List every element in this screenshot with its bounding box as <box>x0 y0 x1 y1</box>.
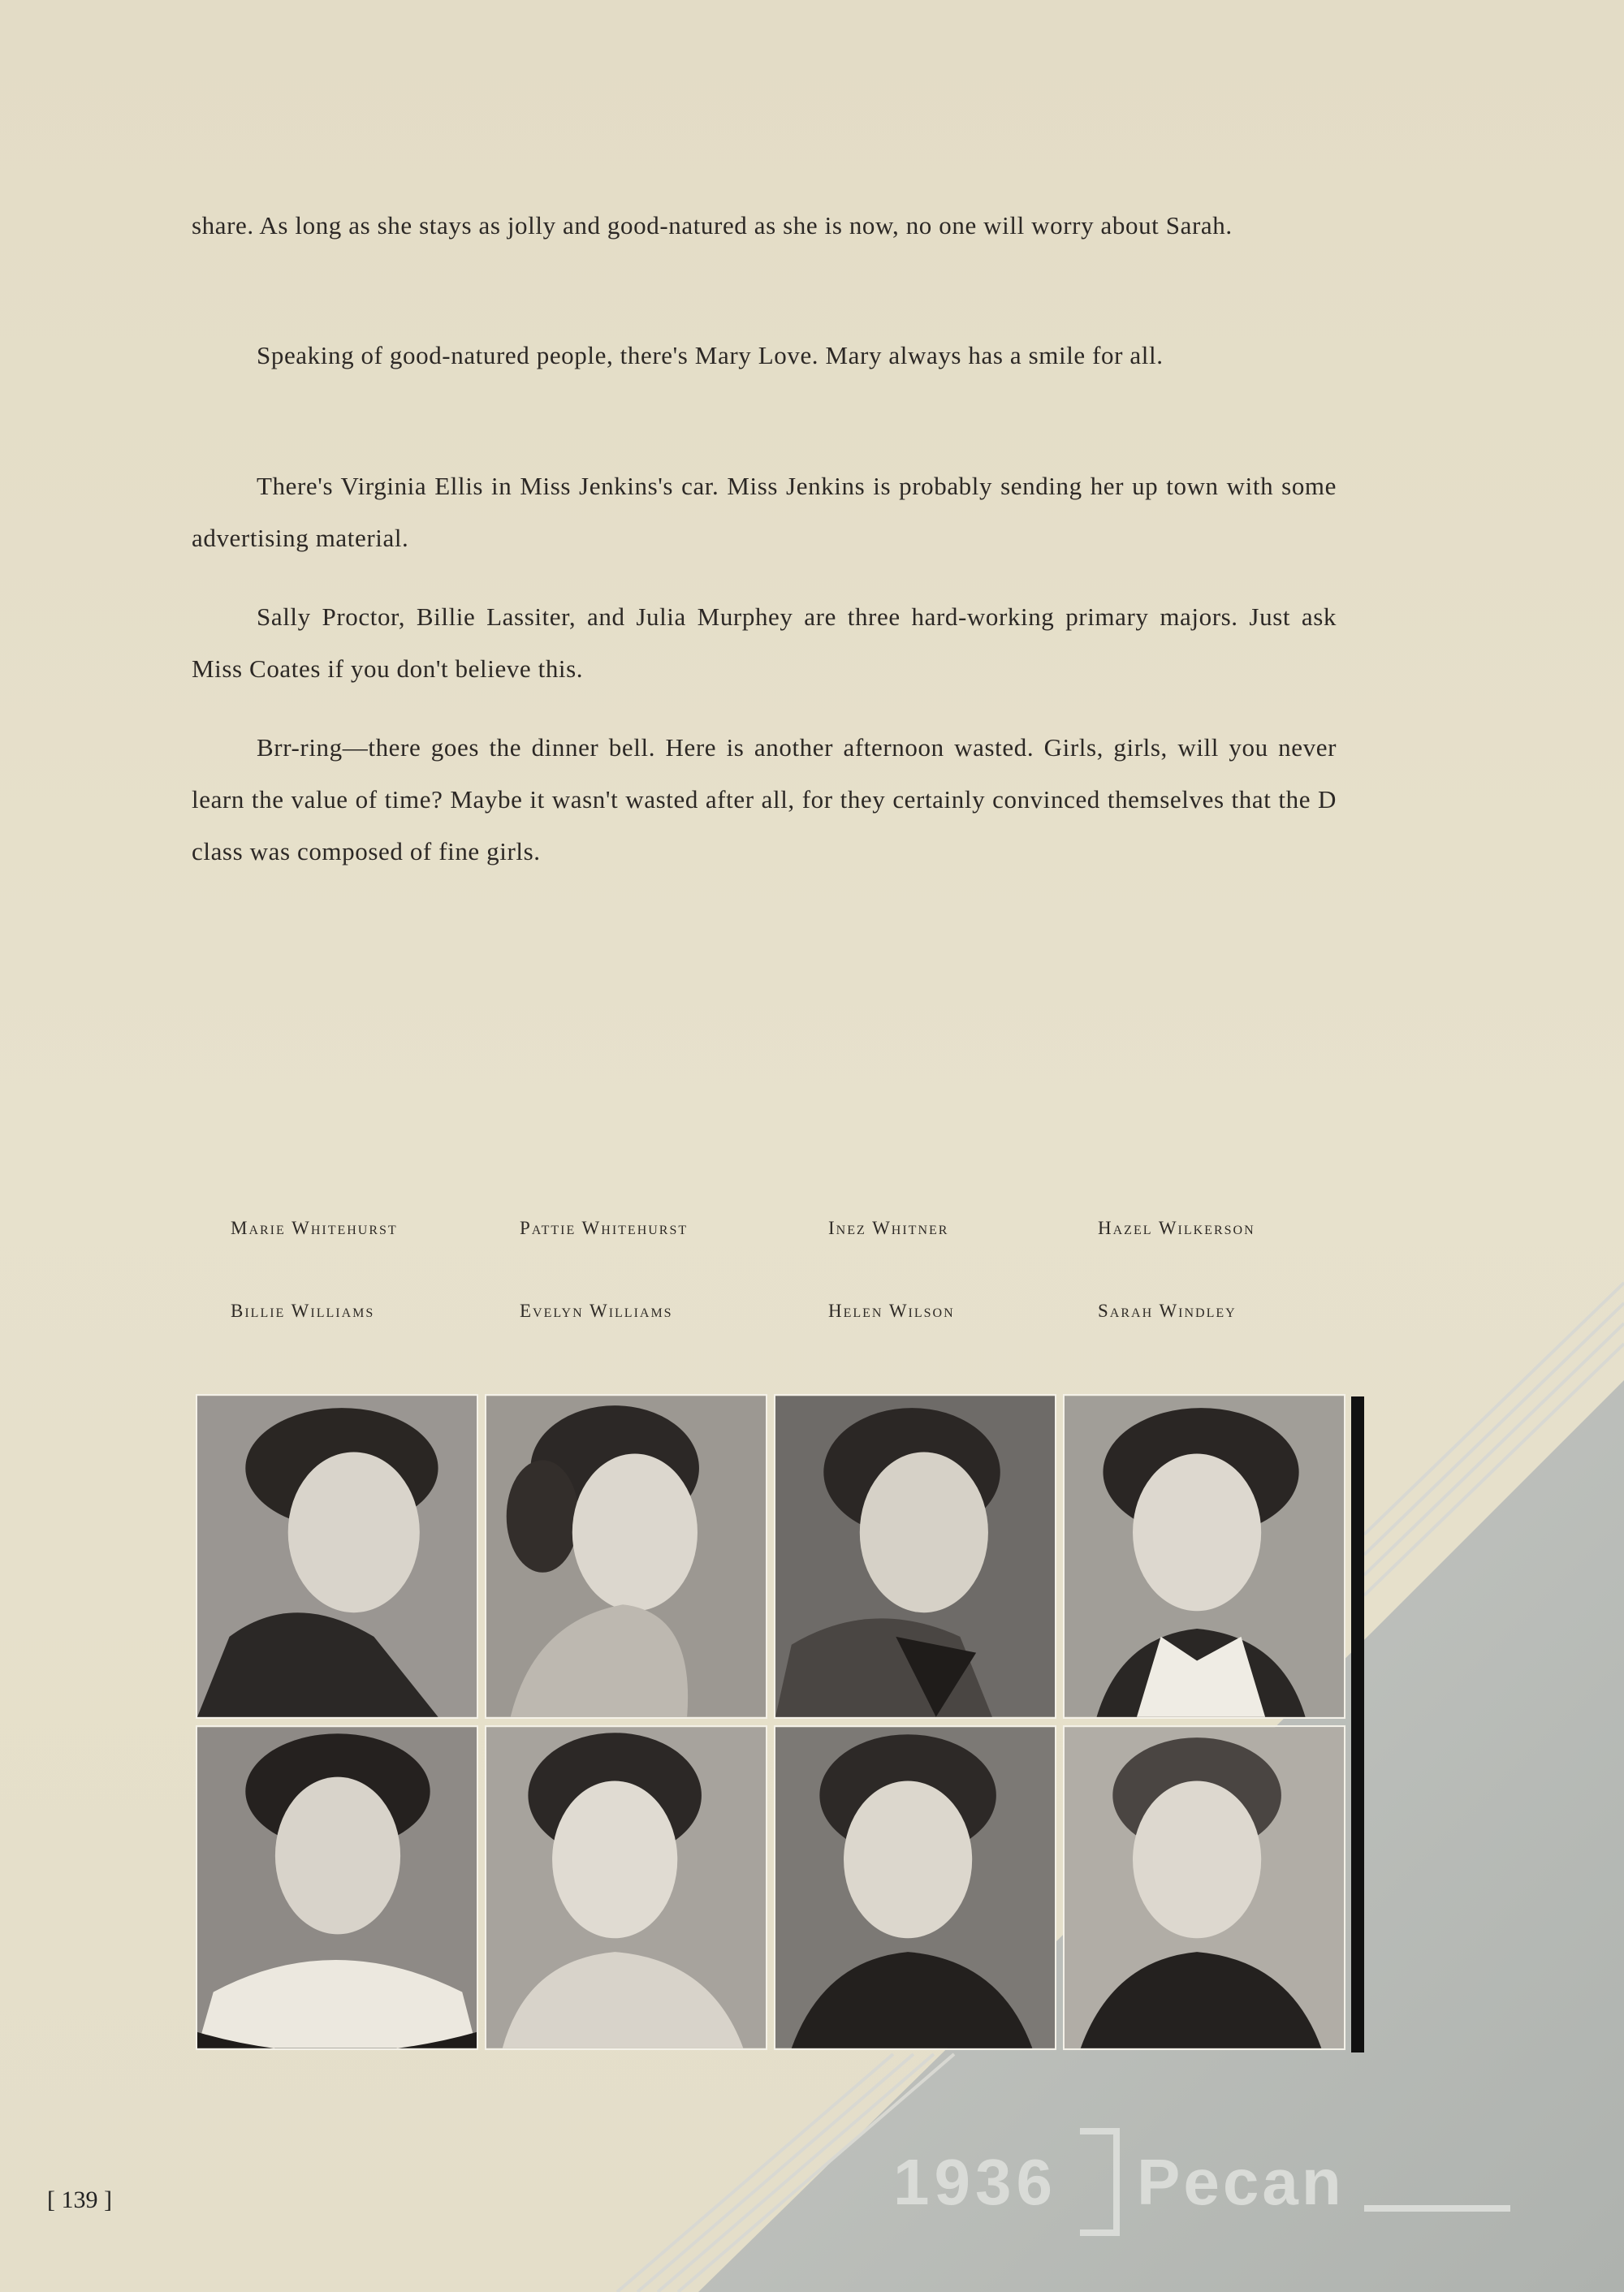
name-caption: Billie Williams <box>231 1301 375 1321</box>
name-caption: Inez Whitner <box>828 1218 949 1238</box>
portrait-photo <box>196 1725 478 2050</box>
yearbook-logo <box>893 2123 1527 2245</box>
logo-mark: Pecan <box>1137 2146 1345 2218</box>
portrait-photo <box>1063 1725 1345 2050</box>
portrait-photo <box>774 1725 1056 2050</box>
portrait-photo <box>485 1725 767 2050</box>
portrait-photo <box>196 1394 478 1719</box>
paragraph-1: share. As long as she stays as jolly and good-natured as she is now, no one will worry about Sarah. <box>192 211 1233 240</box>
page-number: [ 139 ] <box>47 2186 112 2213</box>
logo-year: 1936 <box>893 2146 1057 2218</box>
paragraph-2: Speaking of good-natured people, there's Mary Love. Mary always has a smile for all. <box>257 341 1164 369</box>
paragraph-4: Sally Proctor, Billie Lassiter, and Julia Murphey are three hard-working primary majors. Just ask Miss Coates if you don't believe this. <box>192 602 1337 683</box>
name-caption: Sarah Windley <box>1098 1301 1237 1321</box>
name-caption: Marie Whitehurst <box>231 1218 398 1238</box>
paragraph-3: There's Virginia Ellis in Miss Jenkins's car. Miss Jenkins is probably sending her up town with some advertising material. <box>192 472 1337 552</box>
portrait-photo <box>485 1394 767 1719</box>
name-caption: Evelyn Williams <box>520 1301 673 1321</box>
name-caption: Helen Wilson <box>828 1301 955 1321</box>
portrait-photo <box>774 1394 1056 1719</box>
portrait-grid <box>196 1394 1365 2054</box>
portrait-photo <box>1063 1394 1345 1719</box>
paragraph-5: Brr-ring—there goes the dinner bell. Here is another afternoon wasted. Girls, girls, will you never learn the value of time? Maybe it wasn't wasted after all, for they certainly convinced themselves that the D class was composed of fine girls. <box>192 733 1337 865</box>
name-caption: Pattie Whitehurst <box>520 1218 689 1238</box>
photo-grid-edge <box>1351 1396 1364 2052</box>
name-caption: Hazel Wilkerson <box>1098 1218 1255 1238</box>
